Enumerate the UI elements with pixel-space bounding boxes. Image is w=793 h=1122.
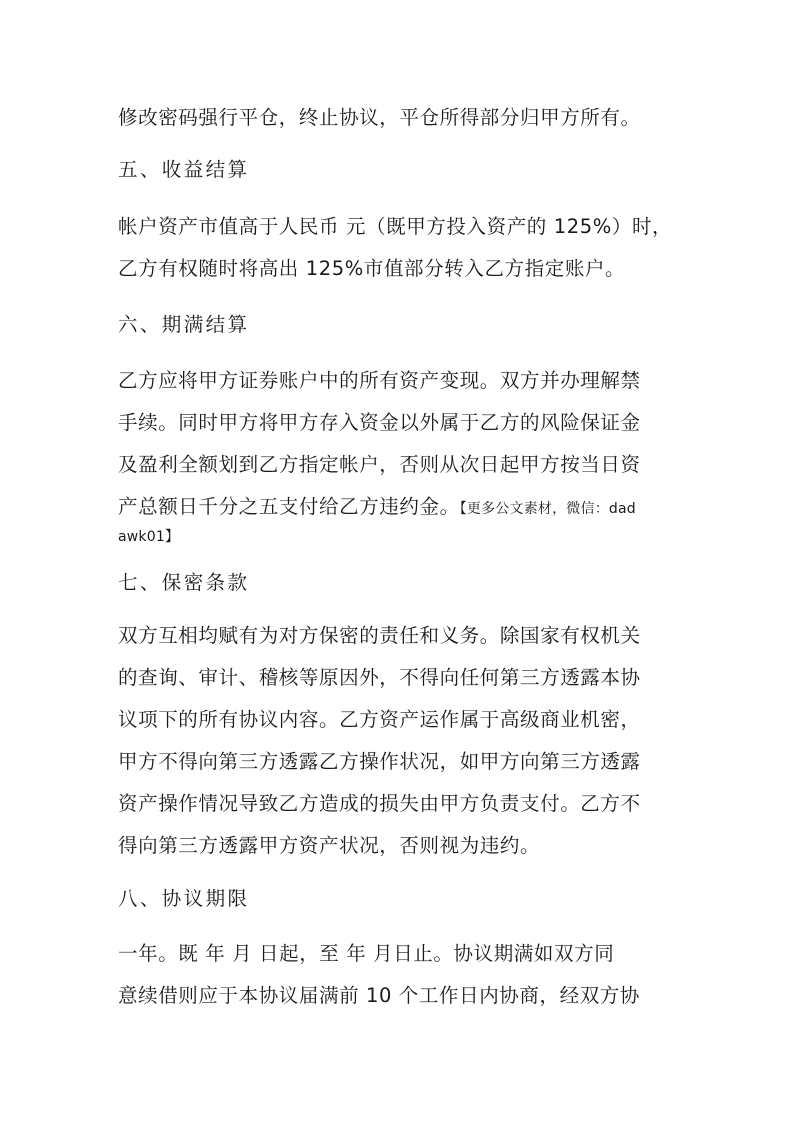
paragraph-line: 的查询、审计、稽核等原因外，不得向任何第三方透露本协 [118, 666, 641, 689]
section-heading: 五、收益结算 [118, 158, 250, 181]
section-heading: 七、保密条款 [118, 571, 250, 594]
paragraph-text: 产总额日千分之五支付给乙方违约金。 [118, 495, 460, 518]
paragraph-line: 资产操作情况导致乙方造成的损失由甲方负责支付。乙方不 [118, 792, 641, 815]
paragraph-line: 得向第三方透露甲方资产状况，否则视为违约。 [118, 834, 541, 857]
paragraph-line: 及盈利全额划到乙方指定帐户，否则从次日起甲方按当日资 [118, 453, 641, 476]
paragraph-line: 双方互相均赋有为对方保密的责任和义务。除国家有权机关 [118, 624, 641, 647]
paragraph-line: 修改密码强行平仓，终止协议，平仓所得部分归甲方所有。 [118, 106, 641, 129]
paragraph-line [118, 495, 636, 521]
section-heading: 六、期满结算 [118, 313, 250, 336]
paragraph-line: 议项下的所有协议内容。乙方资产运作属于高级商业机密， [118, 708, 641, 731]
paragraph-line: 一年。既 年 月 日起，至 年 月日止。协议期满如双方同 [118, 942, 615, 965]
paragraph-line: 乙方有权随时将高出 125%市值部分转入乙方指定账户。 [118, 257, 626, 280]
section-heading: 八、协议期限 [118, 887, 250, 910]
paragraph-line: 手续。同时甲方将甲方存入资金以外属于乙方的风险保证金 [118, 411, 641, 434]
paragraph-line: 甲方不得向第三方透露乙方操作状况，如甲方向第三方透露 [118, 750, 641, 773]
paragraph-line: 帐户资产市值高于人民币 元（既甲方投入资产的 125%）时， [118, 215, 673, 238]
promo-note-continued: awk01】 [118, 529, 180, 545]
paragraph-line: 乙方应将甲方证券账户中的所有资产变现。双方并办理解禁 [118, 369, 641, 392]
paragraph-line: 意续借则应于本协议届满前 10 个工作日内协商，经双方协 [118, 984, 641, 1007]
promo-note: 【更多公文素材，微信：dad [459, 501, 636, 517]
